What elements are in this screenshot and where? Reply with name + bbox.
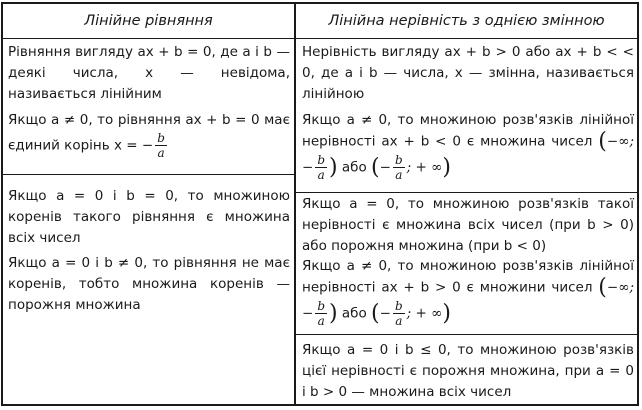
inequality-case-a-zero: Якщо a = 0, то множиною розв'язків такої нерівності є множина всіх чисел (при b > 0) або порожня множина (при b < 0) (302, 196, 634, 254)
linear-inequality-definition: Нерівність вигляду ax + b > 0 або ax + b < < 0, де a і b — числа, x — змінна, називається лінійною (302, 44, 634, 102)
root-fraction (155, 131, 167, 160)
fraction-numerator: b (317, 152, 325, 167)
right-row-divider-2 (296, 334, 637, 335)
fraction-numerator: b (394, 298, 403, 313)
inequality-case-less-text: Якщо a ≠ 0, то множиною розв'язків лінійної нерівності ax + b < 0 є множина чисел (302, 112, 634, 150)
close-paren: ) (329, 300, 338, 326)
minus-sign: − (379, 159, 391, 175)
equation-case-both-zero: Якщо a = 0 і b = 0, то множиною коренів такого рівняння є множина всіх чисел (8, 188, 290, 246)
interval-two-fraction (393, 153, 405, 182)
comparison-table (1, 2, 639, 406)
interval-one-fraction (315, 153, 327, 182)
close-paren: ) (329, 154, 338, 180)
interval-two: ; + ∞ (406, 159, 443, 175)
interval-one: −∞; − (302, 133, 634, 175)
fraction-denominator: a (395, 313, 403, 328)
fraction-numerator: b (157, 131, 165, 145)
fraction-denominator: a (157, 146, 165, 160)
equation-case-a-nonzero (8, 110, 290, 160)
left-row-divider-1 (3, 174, 294, 175)
close-paren: ) (442, 154, 451, 180)
fraction-denominator: a (395, 167, 403, 182)
right-column-header: Лінійна нерівність з однією змінною (328, 13, 605, 29)
equation-case-no-roots: Якщо a = 0 і b ≠ 0, то рівняння не має коренів, тобто множина коренів — порожня множина (8, 255, 290, 313)
fraction-denominator: a (317, 167, 325, 182)
inequality-case-greater-text: Якщо a ≠ 0, то множиною розв'язків лінійної нерівності ax + b > 0 є множини чисел (302, 258, 634, 296)
interval-two-fraction (393, 299, 405, 328)
left-column-header: Лінійне рівняння (84, 13, 213, 29)
open-paren: ( (598, 129, 607, 154)
interval-one: −∞; − (302, 279, 634, 321)
or-word: або (341, 159, 367, 175)
inequality-case-empty: Якщо a = 0 і b ≤ 0, то множиною розв'язків цієї нерівності є порожня множина, при a = 0 і b > 0 — множина всіх чисел (302, 342, 634, 400)
inequality-case-greater (302, 256, 634, 328)
open-paren: ( (598, 275, 607, 300)
header-divider (3, 38, 637, 39)
minus-sign: − (379, 305, 391, 321)
open-paren: ( (371, 300, 380, 326)
equation-case-a-nonzero-text: Якщо a ≠ 0, то рівняння ax + b = 0 має єдиний корінь x = − (8, 112, 290, 154)
column-divider (294, 4, 296, 404)
fraction-denominator: a (317, 313, 325, 328)
fraction-numerator: b (394, 152, 403, 167)
linear-equation-definition: Рівняння вигляду ax + b = 0, де a і b — деякі числа, x — невідома, називається лінійним (8, 44, 290, 102)
right-row-divider-1 (296, 192, 637, 193)
interval-one-fraction (315, 299, 327, 328)
open-paren: ( (371, 154, 380, 180)
interval-two: ; + ∞ (406, 305, 443, 321)
fraction-numerator: b (317, 298, 325, 313)
or-word: або (341, 305, 367, 321)
inequality-case-less (302, 110, 634, 182)
close-paren: ) (442, 300, 451, 326)
